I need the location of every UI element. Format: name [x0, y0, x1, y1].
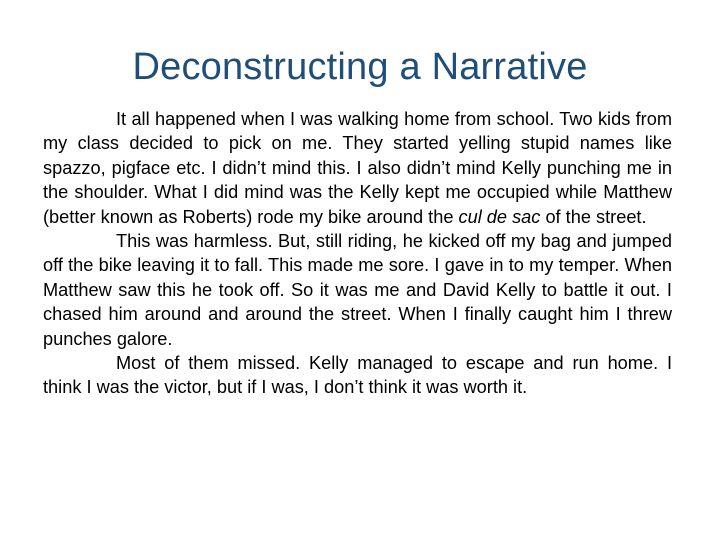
slide-title: Deconstructing a Narrative	[132, 46, 588, 88]
paragraph-1-ending: of the street.	[540, 206, 647, 227]
paragraph-3: Most of them missed. Kelly managed to escape and run home. I think I was the victor, but if I was, I don’t think it was worth it.	[43, 353, 672, 398]
paragraph-1-text: It all happened when I was walking home from school. Two kids from my class decided to pick on me. They started yelling stupid names like spazzo, pigface etc. I didn’t mind this. I also didn’t mind Kelly punching me in the shoulder. What I did mind was the Kelly kept me occupied while Matthew (better known as Roberts) rode my bike around the	[43, 109, 672, 227]
paragraph-2: This was harmless. But, still riding, he kicked off my bag and jumped off the bike leaving it to fall. This made me sore. I gave in to my temper. When Matthew saw this he took off. So it was me and David Kelly to battle it out. I chased him around and around the street. When I finally caught him I threw punches galore.	[43, 231, 672, 349]
narrative-body	[43, 107, 672, 400]
paragraph-1	[43, 107, 672, 229]
paragraph-1-italic-term: cul de sac	[458, 206, 541, 227]
